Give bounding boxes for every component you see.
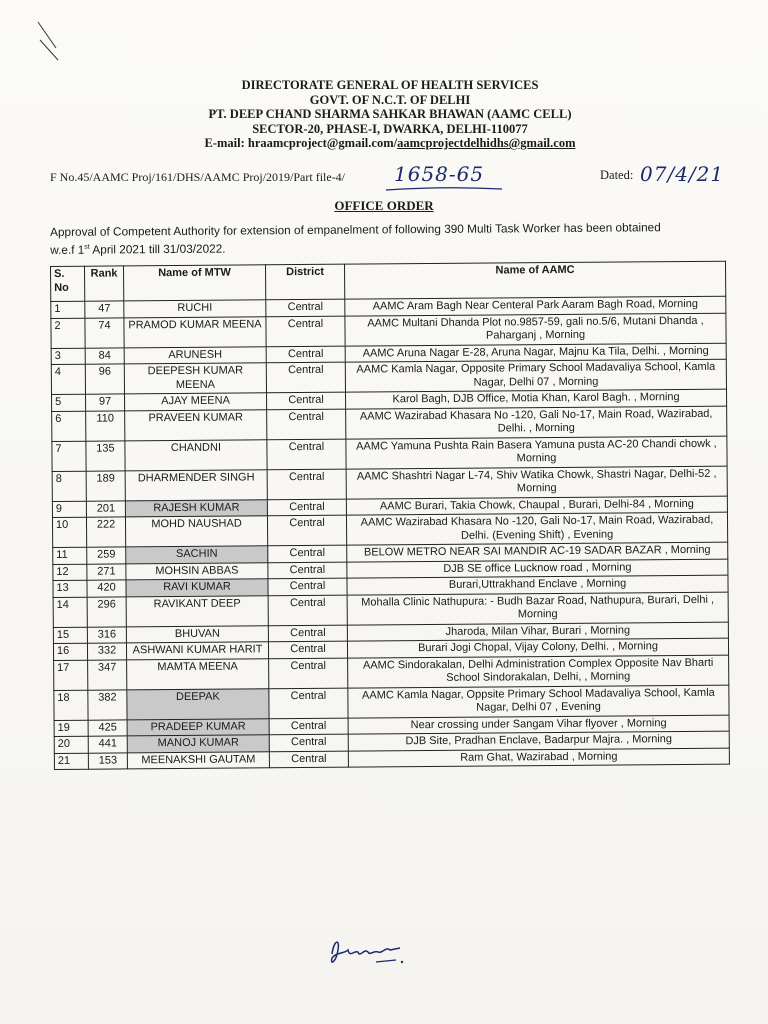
cell-sn: 17 (54, 660, 88, 690)
cell-mtw-name: AJAY MEENA (125, 393, 267, 411)
cell-rank: 189 (86, 470, 125, 500)
cell-aamc: Mohalla Clinic Nathupura: - Budh Bazar Road, Nathupura, Burari, Delhi , Morning (347, 592, 728, 625)
approval-sup: st (84, 243, 90, 251)
cell-sn: 11 (53, 547, 87, 564)
cell-district: Central (268, 562, 347, 579)
cell-aamc: AAMC Burari, Takia Chowk, Chaupal , Burari, Delhi-84 , Morning (346, 496, 727, 515)
col-header-sn: S. No (51, 266, 85, 301)
cell-sn: 15 (53, 627, 87, 644)
cell-mtw-name: DEEPAK (127, 688, 269, 719)
cell-district: Central (269, 718, 348, 735)
cell-mtw-name: SACHIN (126, 546, 268, 564)
cell-rank: 382 (88, 689, 127, 719)
cell-district: Central (267, 392, 346, 409)
file-number: F No.45/AAMC Proj/161/DHS/AAMC Proj/2019/Part file-4/ (50, 170, 346, 184)
cell-aamc: AAMC Aram Bagh Near Centeral Park Aaram Bagh Road, Morning (345, 296, 726, 315)
cell-sn: 21 (54, 753, 88, 770)
cell-rank: 425 (88, 719, 127, 736)
cell-sn: 8 (52, 471, 86, 501)
cell-mtw-name: BHUVAN (126, 625, 268, 643)
handwritten-underline (384, 186, 504, 192)
cell-rank: 420 (87, 580, 126, 597)
cell-mtw-name: RUCHI (124, 300, 266, 318)
cell-district: Central (266, 299, 345, 316)
col-header-name: Name of MTW (124, 265, 266, 301)
cell-district: Central (267, 515, 346, 546)
mtw-table-wrapper (50, 261, 730, 770)
cell-district: Central (268, 545, 347, 562)
email-label: E-mail: hraamcproject@gmail.com/ (204, 136, 398, 150)
cell-rank: 347 (88, 659, 127, 689)
cell-sn: 7 (52, 441, 86, 471)
approval-paragraph (50, 219, 740, 258)
cell-sn: 3 (51, 348, 85, 365)
cell-mtw-name: MOHD NAUSHAD (125, 516, 267, 547)
cell-district: Central (267, 409, 346, 440)
cell-district: Central (269, 688, 348, 719)
cell-aamc: Jharoda, Milan Vihar, Burari , Morning (347, 622, 728, 641)
cell-rank: 259 (87, 547, 126, 564)
cell-rank: 96 (85, 364, 124, 394)
cell-sn: 20 (54, 736, 88, 753)
cell-district: Central (266, 346, 345, 363)
office-order-title: OFFICE ORDER (334, 198, 434, 213)
cell-mtw-name: ARUNESH (124, 346, 266, 364)
cell-mtw-name: MOHSIN ABBAS (126, 562, 268, 580)
cell-sn: 9 (52, 501, 86, 518)
letterhead (180, 78, 600, 151)
cell-district: Central (268, 641, 347, 658)
cell-aamc: AAMC Yamuna Pushta Rain Basera Yamuna pusta AC-20 Chandi chowk , Morning (346, 436, 727, 469)
cell-aamc: AAMC Kamla Nagar, Opposite Primary School Madavaliya School, Kamla Nagar, Delhi 07 , Morning (345, 359, 726, 392)
cell-aamc: Burari Jogi Chopal, Vijay Colony, Delhi. , Morning (347, 638, 728, 657)
cell-aamc: AAMC Multani Dhanda Plot no.9857-59, gali no.5/6, Mutani Dhanda , Paharganj , Morning (345, 313, 726, 346)
cell-district: Central (269, 734, 348, 751)
cell-mtw-name: MEENAKSHI GAUTAM (127, 751, 269, 769)
cell-mtw-name: RAVI KUMAR (126, 579, 268, 597)
cell-rank: 97 (86, 394, 125, 411)
email-link[interactable]: aamcprojectdelhidhs@gmail.com (397, 136, 576, 150)
cell-aamc: Near crossing under Sangam Vihar flyover , Morning (348, 715, 729, 734)
cell-district: Central (269, 658, 348, 689)
cell-sn: 2 (51, 318, 85, 348)
cell-mtw-name: MANOJ KUMAR (127, 735, 269, 753)
cell-mtw-name: PRAVEEN KUMAR (125, 409, 267, 440)
cell-sn: 12 (53, 564, 87, 581)
cell-sn: 5 (52, 394, 86, 411)
cell-aamc: AAMC Aruna Nagar E-28, Aruna Nagar, Majnu Ka Tila, Delhi. , Morning (345, 343, 726, 362)
cell-sn: 1 (51, 301, 85, 318)
cell-sn: 14 (53, 597, 87, 627)
cell-district: Central (268, 595, 347, 626)
header-line-directorate: DIRECTORATE GENERAL OF HEALTH SERVICES (241, 78, 539, 92)
table-body (51, 296, 730, 769)
cell-aamc: Karol Bagh, DJB Office, Motia Khan, Karol Bagh. , Morning (346, 389, 727, 408)
cell-rank: 110 (86, 410, 125, 440)
table-header-row (51, 261, 726, 301)
cell-mtw-name: DHARMENDER SINGH (125, 469, 267, 500)
cell-district: Central (267, 469, 346, 500)
cell-rank: 441 (88, 736, 127, 753)
cell-mtw-name: DEEPESH KUMAR MEENA (124, 363, 266, 394)
cell-mtw-name: PRADEEP KUMAR (127, 718, 269, 736)
cell-sn: 13 (53, 580, 87, 597)
dated-label: Dated: (600, 168, 634, 182)
signature-graphic (326, 932, 416, 972)
header-line-bhawan: PT. DEEP CHAND SHARMA SAHKAR BHAWAN (AAMC CELL) (208, 107, 572, 121)
cell-mtw-name: RAJESH KUMAR (125, 499, 267, 517)
cell-mtw-name: PRAMOD KUMAR MEENA (124, 316, 266, 347)
cell-district: Central (267, 439, 346, 470)
cell-rank: 74 (85, 317, 124, 347)
cell-rank: 84 (85, 347, 124, 364)
mtw-table (50, 261, 730, 770)
handwritten-file-number: 1658-65 (394, 162, 485, 186)
cell-rank: 201 (86, 500, 125, 517)
cell-rank: 222 (86, 517, 125, 547)
cell-aamc: BELOW METRO NEAR SAI MANDIR AC-19 SADAR BAZAR , Morning (347, 542, 728, 561)
cell-mtw-name: MAMTA MEENA (127, 658, 269, 689)
cell-aamc: DJB Site, Pradhan Enclave, Badarpur Majra. , Morning (348, 731, 729, 750)
cell-rank: 316 (87, 626, 126, 643)
cell-aamc: AAMC Wazirabad Khasara No -120, Gali No-17, Main Road, Wazirabad, Delhi. , Morning (346, 406, 727, 439)
col-header-district: District (265, 264, 344, 300)
header-line-email (180, 136, 600, 151)
cell-district: Central (266, 316, 345, 347)
cell-sn: 6 (52, 411, 86, 441)
handwritten-date: 07/4/21 (640, 162, 725, 186)
col-header-aamc: Name of AAMC (344, 261, 725, 299)
col-header-rank: Rank (85, 266, 124, 301)
cell-aamc: Burari,Uttrakhand Enclave , Morning (347, 575, 728, 594)
cell-rank: 332 (87, 643, 126, 660)
cell-mtw-name: CHANDNI (125, 439, 267, 470)
header-line-address: SECTOR-20, PHASE-I, DWARKA, DELHI-110077 (252, 121, 528, 136)
cell-aamc: Ram Ghat, Wazirabad , Morning (348, 748, 729, 767)
cell-sn: 10 (52, 517, 86, 547)
cell-district: Central (269, 751, 348, 768)
cell-district: Central (268, 625, 347, 642)
pen-marks-graphic (34, 8, 74, 68)
cell-aamc: AAMC Sindorakalan, Delhi Administration Complex Opposite Nav Bharti School Sindorakalan, Delhi, , Morning (348, 655, 729, 688)
cell-aamc: AAMC Wazirabad Khasara No -120, Gali No-17, Main Road, Wazirabad, Delhi. (Evening Shift) , Evening (346, 512, 727, 545)
cell-aamc: DJB SE office Lucknow road , Morning (347, 559, 728, 578)
cell-rank: 153 (88, 752, 127, 769)
cell-rank: 135 (86, 440, 125, 470)
cell-sn: 16 (53, 643, 87, 660)
cell-mtw-name: RAVIKANT DEEP (126, 595, 268, 626)
cell-rank: 296 (87, 596, 126, 626)
cell-rank: 47 (85, 301, 124, 318)
cell-district: Central (267, 499, 346, 516)
cell-rank: 271 (87, 563, 126, 580)
approval-wef: w.e.f 1 (50, 242, 85, 257)
cell-district: Central (268, 578, 347, 595)
approval-line-1: Approval of Competent Authority for extension of empanelment of following 390 Multi Task Worker has been obtained (50, 220, 661, 239)
header-line-govt: GOVT. OF N.C.T. OF DELHI (309, 92, 471, 107)
approval-period: April 2021 till 31/03/2022. (89, 241, 226, 257)
cell-aamc: AAMC Kamla Nagar, Oppsite Primary School Madavaliya School, Kamla Nagar, Delhi 07 , Evening (348, 685, 729, 718)
cell-aamc: AAMC Shashtri Nagar L-74, Shiv Watika Chowk, Shastri Nagar, Delhi-52 , Morning (346, 466, 727, 499)
cell-district: Central (266, 362, 345, 393)
cell-sn: 18 (54, 690, 88, 720)
cell-mtw-name: ASHWANI KUMAR HARIT (126, 642, 268, 660)
cell-sn: 19 (54, 720, 88, 737)
cell-sn: 4 (51, 364, 85, 394)
